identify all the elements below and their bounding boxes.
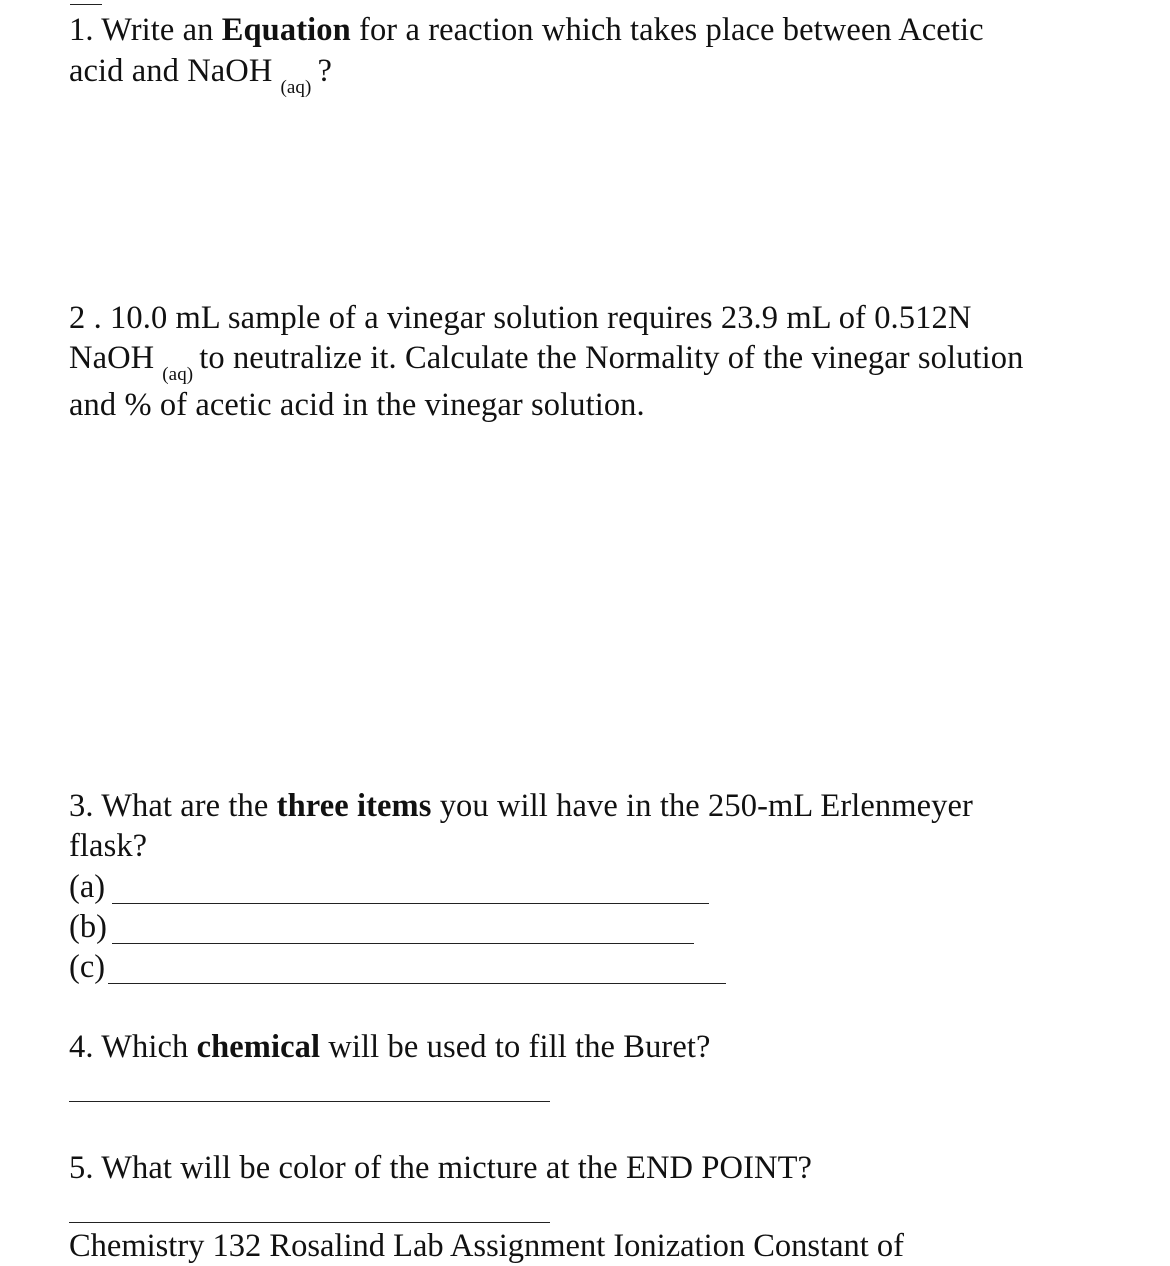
- answer-line-q5[interactable]: [69, 1222, 550, 1223]
- question-1-line-2-text: acid and NaOH: [69, 53, 273, 89]
- question-2-subscript: (aq): [162, 364, 194, 385]
- answer-line-c[interactable]: [108, 983, 726, 984]
- question-3-line-1: [69, 786, 973, 826]
- question-2-line-2-text: to neutralize it. Calculate the Normality of the vinegar solution: [199, 340, 1024, 376]
- question-3-text-a: 3. What are the: [69, 788, 277, 824]
- answer-line-b[interactable]: [112, 943, 694, 944]
- question-3-text-b: you will have in the 250-mL Erlenmeyer: [431, 788, 973, 824]
- question-1-line-1: [69, 10, 984, 50]
- question-2-line-1: 2 . 10.0 mL sample of a vinegar solution requires 23.9 mL of 0.512N: [69, 300, 972, 336]
- question-4-text-a: 4. Which: [69, 1029, 197, 1065]
- question-4-bold-term: chemical: [196, 1029, 321, 1065]
- question-3-bold-term: three items: [276, 788, 432, 824]
- answer-line-q4[interactable]: [69, 1101, 550, 1102]
- item-label-a: (a): [69, 869, 106, 905]
- answer-line-a[interactable]: [112, 903, 709, 904]
- top-rule: [70, 4, 102, 5]
- item-label-c: (c): [69, 949, 106, 985]
- question-1-bold-term: Equation: [221, 12, 351, 48]
- question-1-end: ?: [317, 53, 332, 89]
- question-1-line-2: [69, 51, 332, 96]
- question-2-naoh: NaOH: [69, 340, 155, 376]
- question-2-line-3: and % of acetic acid in the vinegar solution.: [69, 387, 645, 423]
- question-3-line-2: flask?: [69, 828, 148, 864]
- question-1-number: 1.: [69, 12, 94, 48]
- question-2-line-2: [69, 338, 1023, 383]
- question-4-text-b: will be used to fill the Buret?: [320, 1029, 711, 1065]
- question-1-text-b: for a reaction which takes place between Acetic: [350, 12, 984, 48]
- item-label-b: (b): [69, 909, 107, 945]
- question-5: 5. What will be color of the micture at the END POINT?: [69, 1150, 813, 1186]
- question-1-subscript: (aq): [280, 77, 312, 98]
- footer-cut-text: Chemistry 132 Rosalind Lab Assignment Ionization Constant of: [69, 1228, 905, 1264]
- question-4: [69, 1027, 711, 1067]
- question-1-text-a: Write an: [93, 12, 222, 48]
